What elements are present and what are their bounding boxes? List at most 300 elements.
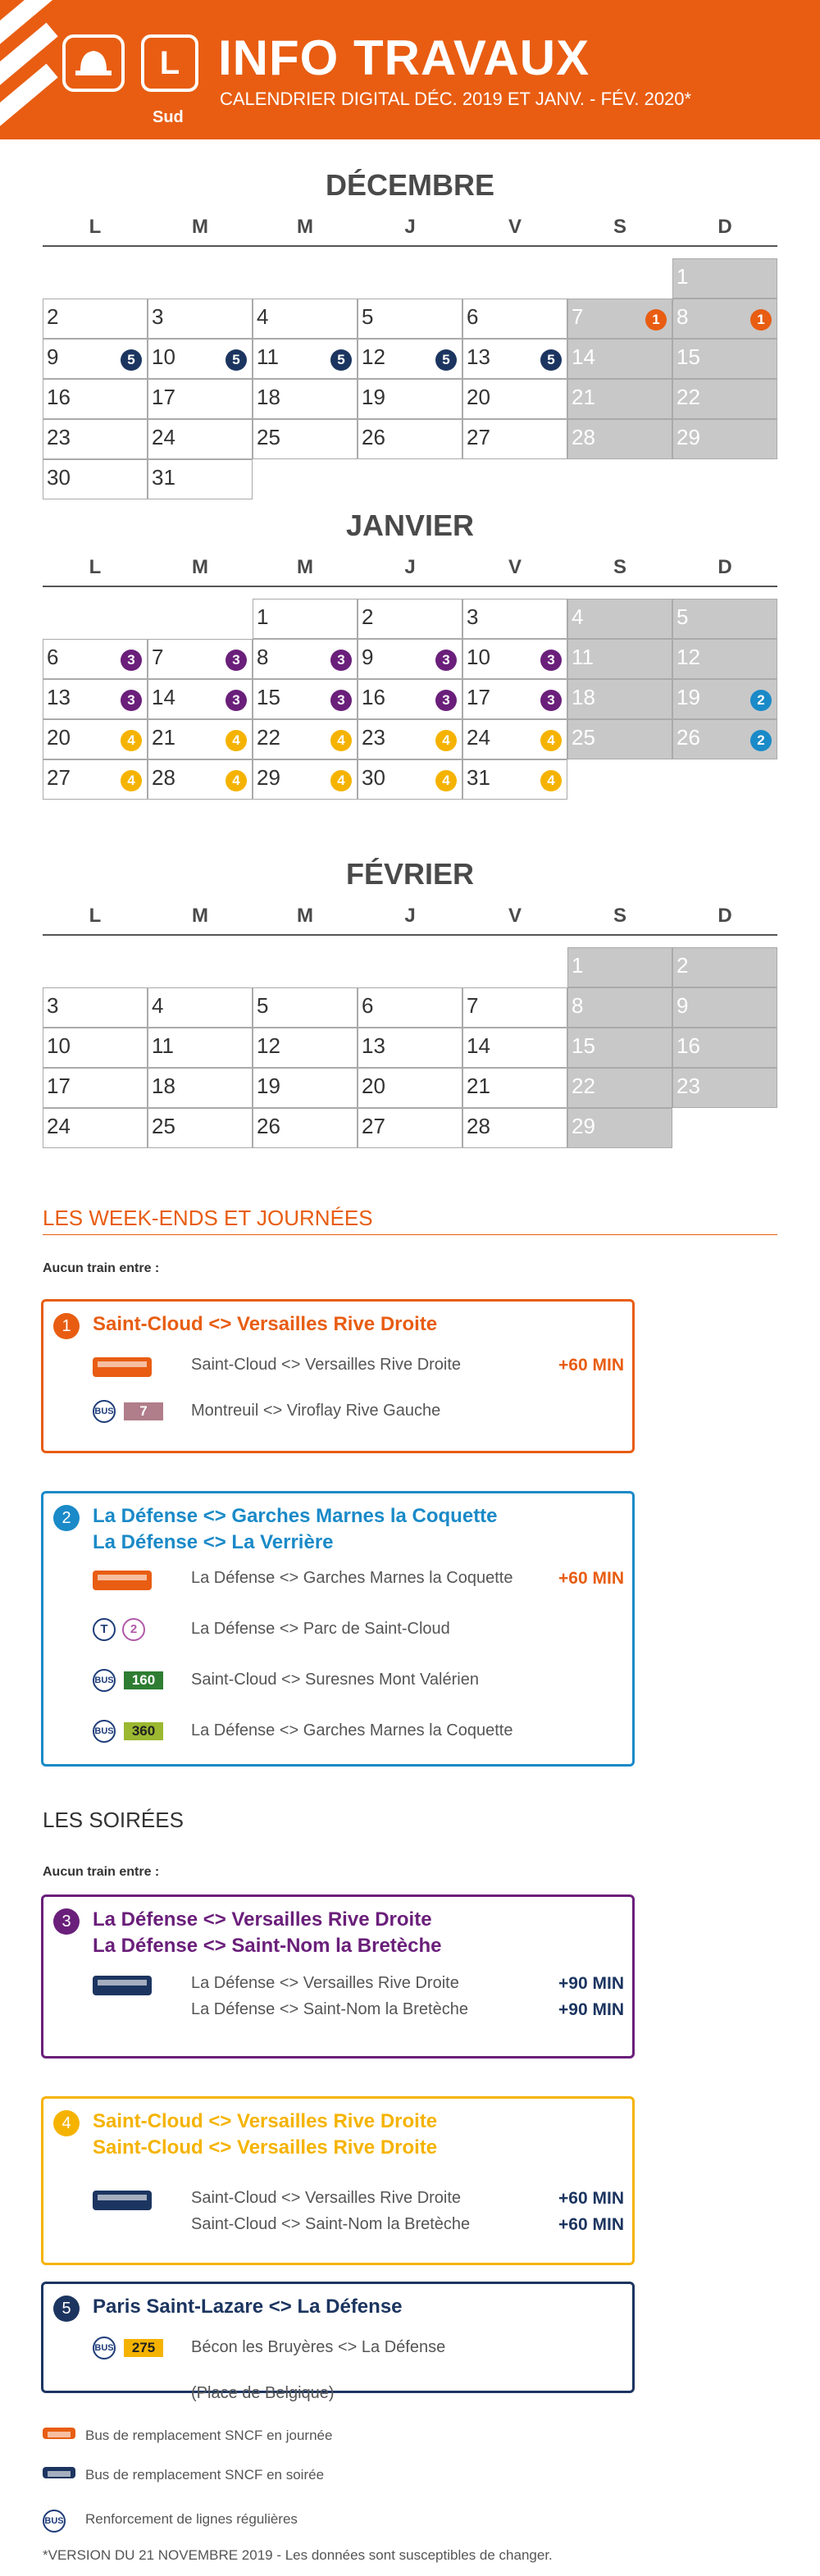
disruption-number-4: 4 [53, 2110, 80, 2136]
page-title: INFO TRAVAUX [218, 30, 590, 85]
page-subtitle: CALENDRIER DIGITAL DÉC. 2019 ET JANV. - FÉV. 2020* [220, 89, 692, 109]
disruption-badge-3: 3 [226, 650, 247, 671]
day-number: 10 [152, 344, 175, 369]
day-number: 12 [362, 344, 385, 369]
day-number: 15 [572, 1033, 595, 1058]
day-number: 29 [572, 1114, 595, 1138]
disruption-number-2: 2 [53, 1505, 80, 1531]
day-number: 11 [257, 344, 279, 369]
calendar-day[interactable] [148, 1108, 253, 1148]
weekday-label: S [613, 216, 626, 238]
calendar-day[interactable] [358, 719, 462, 759]
calendar-day[interactable] [148, 1068, 253, 1108]
calendar-day[interactable] [567, 599, 672, 639]
calendar-day[interactable] [43, 719, 148, 759]
day-number: 8 [572, 993, 584, 1018]
replacement-row [93, 1972, 624, 1997]
calendar-day[interactable] [567, 1028, 672, 1068]
calendar-day[interactable] [462, 679, 567, 719]
disruption-badge-5: 5 [540, 349, 562, 371]
day-number: 21 [572, 385, 595, 409]
disruption-badge-3: 3 [226, 690, 247, 711]
day-number: 6 [467, 304, 479, 329]
calendar-day[interactable] [253, 759, 358, 800]
worker-helmet-icon [62, 34, 125, 92]
day-number: 3 [47, 993, 59, 1018]
day-number: 1 [676, 264, 689, 289]
calendar-day[interactable] [253, 987, 358, 1028]
day-number: 14 [467, 1033, 490, 1058]
day-number: 21 [467, 1074, 490, 1098]
day-number: 14 [152, 685, 175, 709]
calendar-day[interactable] [672, 639, 777, 679]
route-text: (Place de Belgique) [191, 2384, 335, 2402]
route-title: Paris Saint-Lazare <> La Défense [93, 2296, 403, 2318]
disruption-badge-4: 4 [435, 730, 457, 751]
bus-line-badge: 360 [124, 1722, 163, 1740]
route-title: Saint-Cloud <> Versailles Rive Droite [93, 2110, 438, 2132]
disruption-badge-3: 3 [540, 650, 562, 671]
weekday-header [43, 903, 777, 936]
day-number: 25 [152, 1114, 175, 1138]
disruption-title [93, 1311, 437, 1338]
disruption-box-5 [41, 2282, 635, 2402]
day-number: 20 [467, 385, 490, 409]
day-number: 22 [676, 385, 700, 409]
section-evenings-title: LES SOIRÉES [43, 1808, 184, 1832]
day-number: 15 [676, 344, 700, 369]
day-number: 9 [47, 344, 59, 369]
day-number: 11 [572, 645, 594, 669]
calendar-day[interactable] [43, 379, 148, 419]
disruption-badge-4: 4 [330, 770, 352, 791]
day-number: 4 [152, 993, 164, 1018]
weekday-label: D [718, 905, 732, 927]
day-number: 4 [572, 604, 584, 629]
weekday-label: S [613, 905, 626, 927]
disruption-badge-1: 1 [645, 309, 667, 331]
day-number: 6 [47, 645, 59, 669]
weekday-label: L [89, 556, 102, 578]
disruption-number-1: 1 [53, 1313, 80, 1339]
calendar-day[interactable] [672, 679, 777, 719]
calendar-day[interactable] [358, 339, 462, 379]
day-number: 20 [362, 1074, 385, 1098]
calendar-day[interactable] [462, 759, 567, 800]
calendar-day[interactable] [358, 679, 462, 719]
calendar-day[interactable] [253, 339, 358, 379]
calendar-day[interactable] [462, 339, 567, 379]
calendar-day[interactable] [43, 1068, 148, 1108]
delay-label: +60 MIN [558, 2189, 624, 2208]
night-bus-icon [43, 2467, 75, 2478]
day-number: 24 [467, 725, 490, 750]
calendar-day[interactable] [358, 599, 462, 639]
calendar-day[interactable] [148, 987, 253, 1028]
legend-item [43, 2428, 453, 2451]
disruption-title [93, 1907, 441, 1959]
calendar-day[interactable] [672, 1068, 777, 1108]
day-number: 5 [676, 604, 689, 629]
disruption-badge-5: 5 [121, 349, 142, 371]
day-number: 17 [467, 685, 490, 709]
day-number: 23 [362, 725, 385, 750]
calendar-day[interactable] [43, 639, 148, 679]
day-number: 18 [152, 1074, 175, 1098]
weekday-label: M [297, 556, 313, 578]
replacement-row [93, 1720, 624, 1744]
disruption-badge-4: 4 [330, 730, 352, 751]
calendar-day[interactable] [148, 679, 253, 719]
weekday-header [43, 214, 777, 247]
day-number: 25 [572, 725, 595, 750]
disruption-number-3: 3 [53, 1908, 80, 1935]
weekday-label: D [718, 556, 732, 578]
bus-icon: BUS [93, 1669, 116, 1692]
route-title: Saint-Cloud <> Versailles Rive Droite [93, 1313, 438, 1335]
day-number: 14 [572, 344, 595, 369]
calendar-day[interactable] [43, 339, 148, 379]
calendar-day[interactable] [567, 947, 672, 987]
calendar-day[interactable] [567, 679, 672, 719]
bus-line-badge: 275 [124, 2339, 163, 2357]
day-number: 30 [47, 465, 71, 490]
weekday-label: M [192, 556, 208, 578]
month-title: JANVIER [345, 508, 475, 542]
calendar-day[interactable] [462, 639, 567, 679]
weekday-label: J [404, 556, 416, 578]
calendar-day[interactable] [567, 419, 672, 459]
calendar-day[interactable] [462, 1108, 567, 1148]
disruption-badge-2: 2 [750, 690, 772, 711]
calendar-day[interactable] [462, 599, 567, 639]
calendar-day[interactable] [253, 1028, 358, 1068]
day-number: 3 [467, 604, 479, 629]
route-text: Montreuil <> Viroflay Rive Gauche [191, 1402, 441, 1420]
route-text: Saint-Cloud <> Versailles Rive Droite [191, 1356, 462, 1374]
day-number: 21 [152, 725, 175, 750]
day-number: 2 [362, 604, 374, 629]
calendar-day[interactable] [462, 719, 567, 759]
calendar-day[interactable] [148, 719, 253, 759]
calendar-day[interactable] [43, 459, 148, 499]
no-train-label: Aucun train entre : [43, 1865, 160, 1879]
calendar-day[interactable] [43, 1028, 148, 1068]
legend-item [43, 2511, 453, 2534]
day-number: 6 [362, 993, 374, 1018]
route-title: La Défense <> Garches Marnes la Coquette [93, 1505, 498, 1527]
calendar-day[interactable] [672, 599, 777, 639]
calendar-day[interactable] [672, 379, 777, 419]
line-l-icon: L [141, 34, 198, 92]
day-number: 7 [467, 993, 479, 1018]
day-number: 13 [467, 344, 490, 369]
route-title: La Défense <> Versailles Rive Droite [93, 1908, 432, 1931]
day-number: 31 [152, 465, 175, 490]
day-number: 19 [362, 385, 385, 409]
delay-label: +60 MIN [558, 1356, 624, 1375]
header-banner [0, 0, 820, 139]
calendar-day[interactable] [672, 339, 777, 379]
disruption-title [93, 1503, 498, 1556]
calendar-day[interactable] [672, 947, 777, 987]
calendar-day[interactable] [672, 987, 777, 1028]
route-text: La Défense <> Versailles Rive Droite [191, 1974, 459, 1992]
day-number: 31 [467, 765, 490, 790]
disruption-badge-3: 3 [435, 650, 457, 671]
day-number: 10 [47, 1033, 71, 1058]
replacement-row [93, 2382, 624, 2407]
day-number: 26 [257, 1114, 280, 1138]
disruption-badge-4: 4 [226, 770, 247, 791]
weekday-label: D [718, 216, 732, 238]
route-text: La Défense <> Garches Marnes la Coquette [191, 1569, 513, 1587]
disruption-badge-3: 3 [435, 690, 457, 711]
day-number: 8 [676, 304, 689, 329]
calendar-day[interactable] [672, 419, 777, 459]
replacement-row [93, 2214, 624, 2238]
calendar-day[interactable] [253, 379, 358, 419]
disruption-title [93, 2294, 403, 2320]
day-number: 16 [47, 385, 71, 409]
day-number: 17 [47, 1074, 71, 1098]
calendar-day[interactable] [567, 639, 672, 679]
month-title: DÉCEMBRE [325, 168, 494, 202]
calendar-day[interactable] [148, 759, 253, 800]
route-text: La Défense <> Saint-Nom la Bretèche [191, 2000, 468, 2018]
legend-text: Renforcement de lignes régulières [85, 2511, 298, 2527]
day-number: 25 [257, 425, 280, 449]
day-number: 2 [47, 304, 59, 329]
calendar-day[interactable] [253, 1068, 358, 1108]
disruption-badge-4: 4 [226, 730, 247, 751]
calendar-day[interactable] [253, 679, 358, 719]
night-bus-icon [93, 1976, 152, 1995]
day-number: 15 [257, 685, 280, 709]
day-number: 30 [362, 765, 385, 790]
calendar-day[interactable] [672, 299, 777, 339]
day-number: 27 [47, 765, 71, 790]
day-number: 29 [257, 765, 280, 790]
weekday-header [43, 554, 777, 587]
day-number: 19 [257, 1074, 280, 1098]
calendar-day[interactable] [567, 987, 672, 1028]
day-number: 5 [362, 304, 374, 329]
route-text: Saint-Cloud <> Suresnes Mont Valérien [191, 1671, 479, 1689]
day-number: 23 [47, 425, 71, 449]
disruption-badge-2: 2 [750, 730, 772, 751]
day-bus-icon [93, 1357, 152, 1377]
weekday-label: J [404, 216, 416, 238]
calendar-day[interactable] [358, 1108, 462, 1148]
day-number: 7 [572, 304, 584, 329]
day-number: 10 [467, 645, 490, 669]
tram-line-badge: 2 [122, 1618, 145, 1641]
calendar-day[interactable] [43, 679, 148, 719]
weekday-label: S [613, 556, 626, 578]
replacement-row [93, 1354, 624, 1379]
day-number: 9 [676, 993, 689, 1018]
route-text: Saint-Cloud <> Versailles Rive Droite [191, 2189, 462, 2207]
calendar-day[interactable] [567, 719, 672, 759]
calendar-day[interactable] [462, 987, 567, 1028]
calendar-day[interactable] [253, 639, 358, 679]
disruption-box-1 [41, 1299, 635, 1453]
calendar-day[interactable] [148, 459, 253, 499]
calendar-day[interactable] [253, 1108, 358, 1148]
calendar-day[interactable] [43, 419, 148, 459]
calendar-day[interactable] [43, 759, 148, 800]
legend-item [43, 2467, 453, 2490]
day-number: 5 [257, 993, 269, 1018]
calendar-day[interactable] [462, 419, 567, 459]
day-number: 4 [257, 304, 269, 329]
replacement-row [93, 2337, 624, 2361]
disruption-box-3 [41, 1894, 635, 2059]
calendar-day[interactable] [253, 719, 358, 759]
day-number: 12 [257, 1033, 280, 1058]
day-number: 23 [676, 1074, 700, 1098]
bus-line-badge: 160 [124, 1671, 163, 1689]
calendar-day[interactable] [43, 1108, 148, 1148]
disruption-badge-3: 3 [330, 690, 352, 711]
disruption-badge-4: 4 [540, 730, 562, 751]
disruption-badge-1: 1 [750, 309, 772, 331]
day-number: 16 [362, 685, 385, 709]
calendar-day[interactable] [148, 419, 253, 459]
route-title: La Défense <> La Verrière [93, 1531, 334, 1553]
delay-label: +90 MIN [558, 2000, 624, 2019]
calendar-day[interactable] [358, 299, 462, 339]
route-title: La Défense <> Saint-Nom la Bretèche [93, 1935, 442, 1957]
delay-label: +60 MIN [558, 2215, 624, 2234]
day-number: 28 [572, 425, 595, 449]
weekday-label: M [297, 216, 313, 238]
night-bus-icon [93, 2191, 152, 2210]
disruption-badge-3: 3 [330, 650, 352, 671]
bus-icon: BUS [43, 2510, 66, 2533]
calendar-day[interactable] [148, 639, 253, 679]
calendar-day[interactable] [43, 299, 148, 339]
calendar-day[interactable] [672, 719, 777, 759]
calendar-day[interactable] [253, 419, 358, 459]
disruption-box-2 [41, 1491, 635, 1767]
disruption-badge-3: 3 [121, 650, 142, 671]
day-number: 12 [676, 645, 700, 669]
day-bus-icon [93, 1571, 152, 1590]
bus-icon: BUS [93, 1720, 116, 1743]
day-number: 1 [572, 953, 584, 978]
calendar-day[interactable] [462, 1068, 567, 1108]
day-number: 28 [467, 1114, 490, 1138]
weekday-label: M [297, 905, 313, 927]
day-number: 26 [362, 425, 385, 449]
bus-line-badge: 7 [124, 1402, 163, 1420]
day-number: 3 [152, 304, 164, 329]
disruption-badge-4: 4 [435, 770, 457, 791]
route-text: La Défense <> Garches Marnes la Coquette [191, 1721, 513, 1739]
day-number: 19 [676, 685, 700, 709]
day-number: 22 [257, 725, 280, 750]
replacement-row [93, 1618, 624, 1643]
day-number: 22 [572, 1074, 595, 1098]
calendar-day[interactable] [462, 1028, 567, 1068]
calendar-day[interactable] [43, 987, 148, 1028]
disruption-title [93, 2109, 437, 2161]
calendar-day[interactable] [358, 419, 462, 459]
calendar-day[interactable] [358, 639, 462, 679]
day-number: 27 [467, 425, 490, 449]
day-bus-icon [43, 2428, 75, 2439]
disruption-badge-5: 5 [435, 349, 457, 371]
calendar-day[interactable] [253, 599, 358, 639]
calendar-day[interactable] [358, 1028, 462, 1068]
calendar-day[interactable] [358, 987, 462, 1028]
day-number: 7 [152, 645, 164, 669]
calendar-day[interactable] [672, 258, 777, 299]
legend-text: Bus de remplacement SNCF en journée [85, 2428, 333, 2443]
calendar-day[interactable] [148, 299, 253, 339]
month-title: FÉVRIER [345, 857, 475, 891]
day-number: 11 [152, 1033, 174, 1058]
weekday-label: L [89, 216, 102, 238]
disruption-badge-4: 4 [540, 770, 562, 791]
day-number: 26 [676, 725, 700, 750]
calendar-day[interactable] [567, 339, 672, 379]
day-number: 27 [362, 1114, 385, 1138]
calendar-day[interactable] [148, 1028, 253, 1068]
day-number: 1 [257, 604, 269, 629]
day-number: 13 [362, 1033, 385, 1058]
weekday-label: L [89, 905, 102, 927]
calendar-day[interactable] [567, 379, 672, 419]
calendar-day[interactable] [567, 1108, 672, 1148]
calendar-day[interactable] [567, 1068, 672, 1108]
calendar-day[interactable] [358, 379, 462, 419]
calendar-day[interactable] [358, 1068, 462, 1108]
calendar-day[interactable] [253, 299, 358, 339]
day-number: 8 [257, 645, 269, 669]
weekday-label: V [508, 556, 522, 578]
calendar-day[interactable] [462, 299, 567, 339]
calendar-day[interactable] [358, 759, 462, 800]
day-number: 18 [572, 685, 595, 709]
replacement-row [93, 2187, 624, 2212]
weekday-label: M [192, 905, 208, 927]
disruption-badge-5: 5 [330, 349, 352, 371]
delay-label: +90 MIN [558, 1974, 624, 1993]
calendar-day[interactable] [462, 379, 567, 419]
day-number: 28 [152, 765, 175, 790]
day-number: 13 [47, 685, 71, 709]
day-number: 24 [47, 1114, 71, 1138]
route-text: Saint-Cloud <> Saint-Nom la Bretèche [191, 2215, 471, 2233]
route-text: Bécon les Bruyères <> La Défense [191, 2338, 446, 2356]
replacement-row [93, 1669, 624, 1694]
calendar-day[interactable] [672, 1028, 777, 1068]
bus-icon: BUS [93, 2337, 116, 2359]
calendar-day[interactable] [148, 339, 253, 379]
disruption-box-4 [41, 2096, 635, 2265]
day-number: 16 [676, 1033, 700, 1058]
day-number: 18 [257, 385, 280, 409]
disruption-badge-5: 5 [226, 349, 247, 371]
calendar-day[interactable] [567, 299, 672, 339]
tram-icon: T [93, 1618, 116, 1641]
legend-text: Bus de remplacement SNCF en soirée [85, 2467, 325, 2483]
calendar-day[interactable] [148, 379, 253, 419]
weekday-label: M [192, 216, 208, 238]
